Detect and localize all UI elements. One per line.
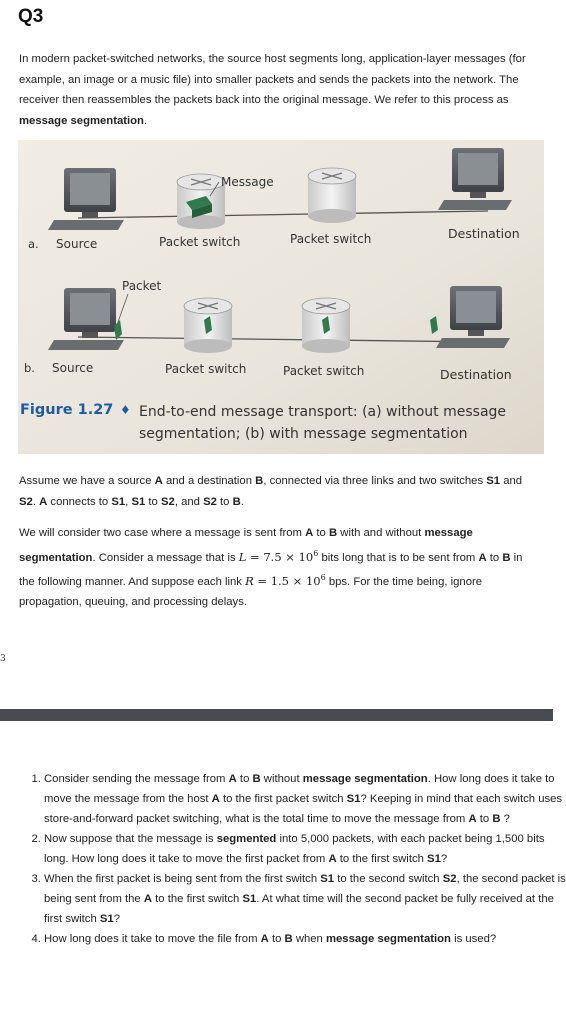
packet-switch-icon-a2 — [308, 168, 356, 223]
packet-switch-label-b1: Packet switch — [165, 362, 247, 376]
question-2: 2. Now suppose that the message is segmented into 5,000 packets, with each packet being 1,500 bits long. How long does it take to move the first packet from A to the first switch S1? — [44, 829, 566, 869]
intro-text: In modern packet-switched networks, the source host segments long, application-layer messages (for example, an image or a music file) into smaller packets and sends the packets into the network. The receiver then reassembles the packets back into the original message. We refer to this process as — [19, 53, 526, 106]
intro-paragraph — [19, 49, 537, 131]
question-3: 3. When the first packet is being sent from the first switch S1 to the second switch S2, the second packet is being sent from the A to the first switch S1. At what time will the second packet be fully received at the first switch S1? — [44, 869, 566, 929]
packet-switch-label-a1: Packet switch — [159, 235, 241, 249]
destination-label-b: Destination — [440, 367, 512, 382]
figure-diagram — [18, 140, 544, 454]
label-a: a. — [28, 237, 39, 251]
packet-switch-icon-b2 — [302, 298, 350, 353]
packet-switch-label-a2: Packet switch — [290, 232, 372, 246]
message-label: Message — [221, 175, 274, 189]
figure-number: Figure 1.27 — [20, 402, 114, 418]
figure-photo — [18, 140, 544, 454]
destination-label-a: Destination — [448, 226, 520, 241]
caption-line-1: End-to-end message transport: (a) without message — [139, 404, 507, 420]
page-number: 3 — [0, 654, 6, 664]
intro-period: . — [143, 114, 148, 127]
assume-paragraph: Assume we have a source A and a destination B, connected via three links and two switches S1 and S2. A connects to S1, S1 to S2, and S2 to B. — [19, 475, 523, 508]
packet-switch-icon-b1 — [184, 298, 232, 353]
source-label-a: Source — [56, 237, 98, 251]
consider-paragraph: We will consider two case where a message is sent from A to B with and without message segmentation. Consider a message that is $L = 7.5 \times 10^6$ bits long that is to be sent from A to B in the following manner. And suppose each link $R = 1.5 \times 10^6$ bps. For the time being, ignore propagation, queuing, and processing delays. — [19, 527, 523, 609]
label-b: b. — [24, 361, 35, 375]
question-title: Q3 — [18, 6, 44, 27]
intro-bold-term: message segmentation — [19, 114, 144, 127]
source-label-b: Source — [52, 361, 94, 375]
packet-label: Packet — [122, 279, 162, 293]
caption-bullet: ♦ — [120, 403, 131, 417]
question-4: 4. How long does it take to move the file from A to B when message segmentation is used? — [44, 929, 566, 949]
page-divider — [0, 709, 553, 721]
packet-switch-label-b2: Packet switch — [283, 364, 365, 378]
caption-line-2: segmentation; (b) with message segmentation — [139, 426, 468, 442]
packet-switch-icon-a1 — [177, 174, 225, 229]
question-list — [21, 769, 566, 949]
question-1: 1. Consider sending the message from A to B without message segmentation. How long does it take to move the message from the host A to the first packet switch S1? Keeping in mind that each switch uses store-and-forward packet switching, what is the total time to move the message from A to B ? — [44, 769, 566, 829]
